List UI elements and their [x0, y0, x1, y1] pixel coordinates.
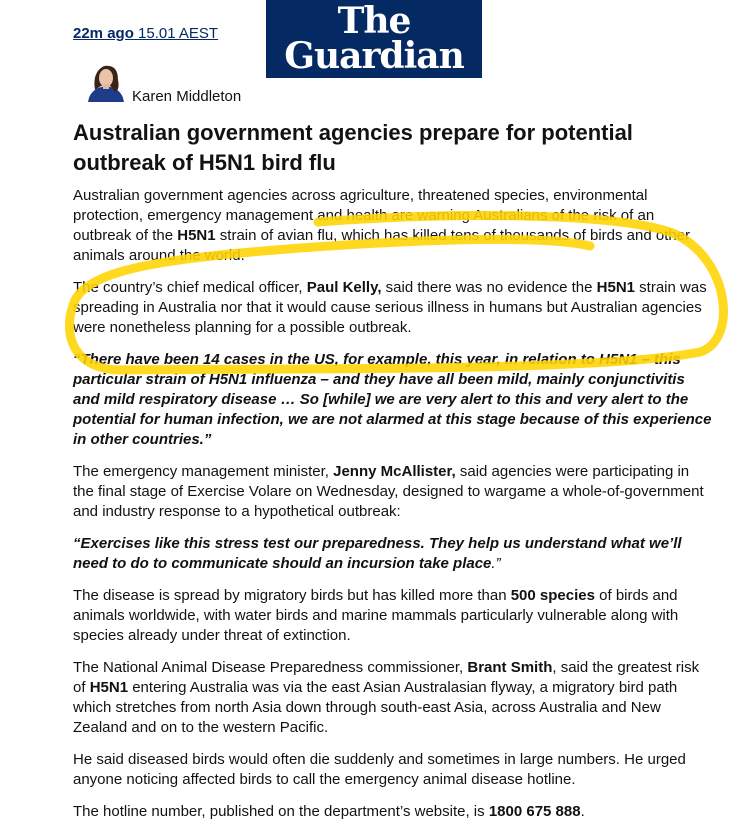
article-quote: [73, 534, 713, 574]
body-text: of birds and animals worldwide, with water birds and marine mammals particularly vulnerable along with species already under threat of extinction.: [73, 587, 679, 644]
body-text: The hotline number, published on the department’s website, is: [73, 803, 489, 820]
article-paragraph: [73, 750, 713, 790]
article-paragraph: [73, 462, 713, 522]
article-headline: Australian government agencies prepare for potential outbreak of H5N1 bird flu: [73, 120, 633, 175]
emphasis-text: H5N1: [596, 279, 635, 296]
body-text: said there was no evidence the: [381, 279, 597, 296]
body-text: said agencies were participating in the final stage of Exercise Volare on Wednesday, designed to wargame a whole-of-government and industry response to a hypothetical outbreak:: [73, 463, 704, 520]
emphasis-text: Paul Kelly,: [306, 279, 382, 296]
body-text: “There have been 14 cases in the US, for example, this year, in relation to H5N1 – this particular strain of H5N1 influenza – and they have all been mild, mainly conjunctivitis and mild respiratory disease … So [while] we are very alert to this and very alert to the potential for human infection, we are not alarmed at this stage because of this experience in other countries.”: [73, 351, 712, 448]
body-text: “Exercises like this stress test our preparedness. They help us understand what we’ll need to do to communicate should an incursion take place: [73, 535, 682, 572]
emphasis-text: Brant Smith: [467, 659, 553, 676]
logo-line-2: Guardian: [284, 35, 464, 77]
article-body: [73, 186, 713, 834]
time-clock: 15.01 AEST: [138, 25, 219, 42]
emphasis-text: H5N1: [89, 679, 129, 696]
emphasis-text: 500 species: [510, 587, 595, 604]
article-paragraph: [73, 278, 713, 338]
body-text: , said the greatest risk of: [73, 659, 700, 696]
article-quote: [73, 350, 713, 450]
guardian-logo: [266, 0, 482, 78]
body-text: He said diseased birds would often die suddenly and sometimes in large numbers. He urged anyone noticing affected birds to call the emergency animal disease hotline.: [73, 751, 686, 788]
author-name[interactable]: Karen Middleton: [132, 88, 242, 105]
body-text: The disease is spread by migratory birds but has killed more than: [73, 587, 511, 604]
body-text: The National Animal Disease Preparedness commissioner,: [73, 659, 468, 676]
body-text: .: [580, 803, 585, 820]
emphasis-text: Jenny McAllister,: [333, 463, 456, 480]
body-text: .”: [491, 555, 501, 572]
article-paragraph: [73, 586, 713, 646]
emphasis-text: H5N1: [177, 227, 216, 244]
body-text: strain was spreading in Australia nor that it would cause serious illness in humans but Australian agencies were nonetheless planning for a possible outbreak.: [73, 279, 707, 336]
author-avatar: [84, 58, 128, 102]
body-text: The country’s chief medical officer,: [73, 279, 307, 296]
body-text: Australian government agencies across agriculture, threatened species, environmental protection, emergency management and health are warning Australians of the risk of an outbreak of the: [73, 187, 655, 244]
article-paragraph: [73, 658, 713, 738]
body-text: The emergency management minister,: [73, 463, 334, 480]
article-paragraph: [73, 802, 713, 822]
time-ago: 22m ago: [73, 25, 134, 42]
post-timestamp[interactable]: [73, 25, 218, 42]
body-text: entering Australia was via the east Asian Australasian flyway, a migratory bird path which stretches from north Asia down through south-east Asia, across Australia and New Zealand and on to the western Pacific.: [73, 679, 678, 736]
emphasis-text: 1800 675 888: [488, 803, 581, 820]
body-text: strain of avian flu, which has killed tens of thousands of birds and other animals around the world.: [73, 227, 691, 264]
author-portrait-icon: [84, 58, 128, 102]
article-paragraph: [73, 186, 713, 266]
logo-line-1: The: [337, 0, 411, 42]
